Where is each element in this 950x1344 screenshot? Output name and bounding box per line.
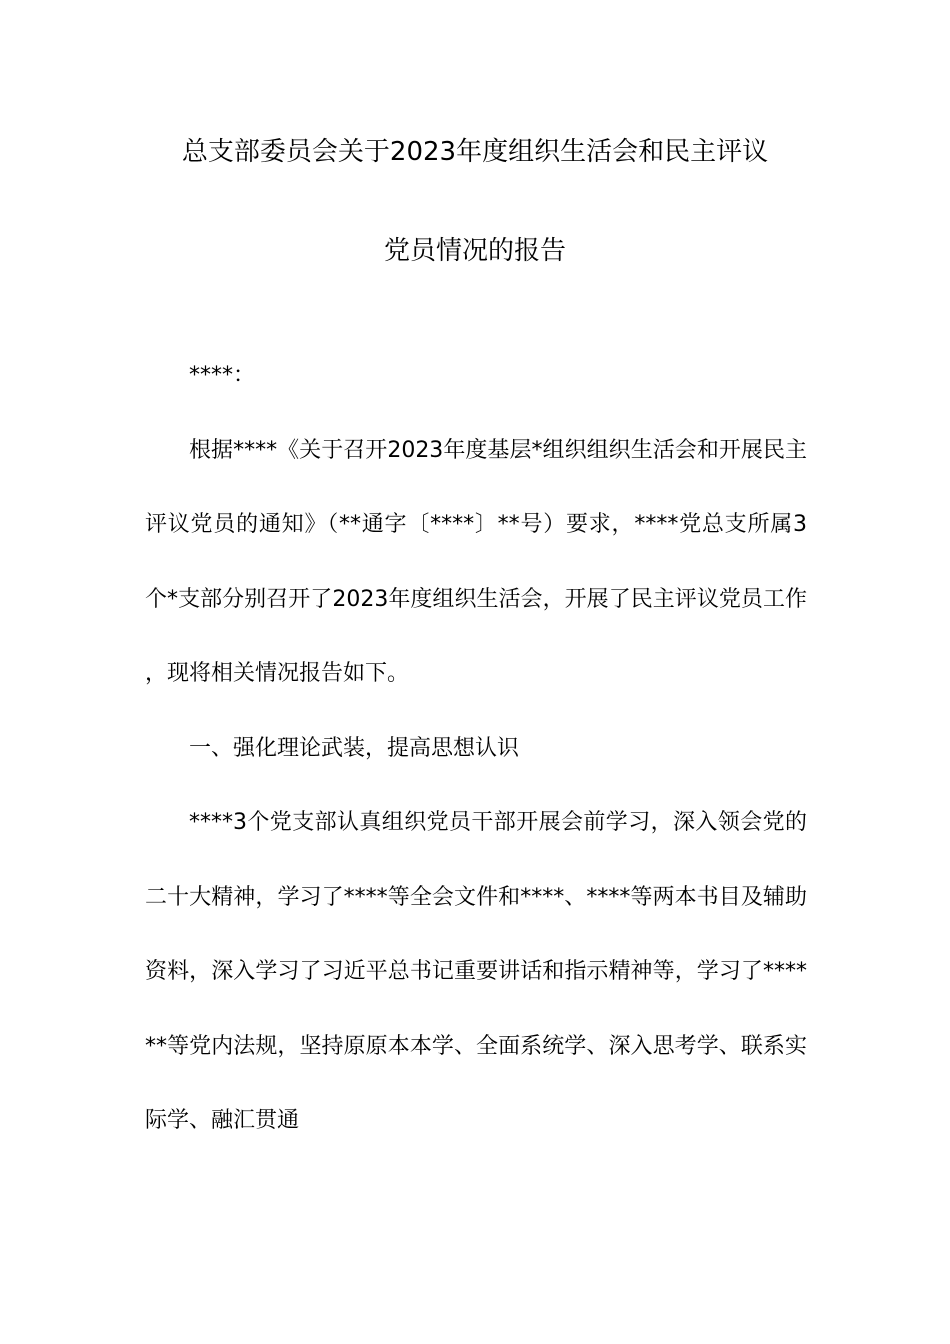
section-heading-1: 一、强化理论武装，提高思想认识 (189, 735, 520, 761)
document-title-line-1: 总支部委员会关于2023年度组织生活会和民主评议 (181, 137, 769, 167)
document-body (145, 339, 807, 1159)
salutation: ****： (189, 363, 256, 388)
document-title-line-2: 党员情况的报告 (383, 236, 566, 266)
paragraph-intro: 根据****《关于召开2023年度基层*组织组织生活会和开展民主评议党员的通知》（**通字〔****〕**号）要求，****党总支所属3个*支部分别召开了2023年度组织生活会，开展了民主评议党员工作，现将相关情况报告如下。 (145, 437, 807, 686)
paragraph-section-1: ****3个党支部认真组织党员干部开展会前学习，深入领会党的二十大精神，学习了****等全会文件和****、****等两本书目及辅助资料，深入学习了习近平总书记重要讲话和指示精神等，学习了******等党内法规，坚持原原本本学、全面系统学、深入思考学、联系实际学、融汇贯通 (145, 810, 807, 1133)
